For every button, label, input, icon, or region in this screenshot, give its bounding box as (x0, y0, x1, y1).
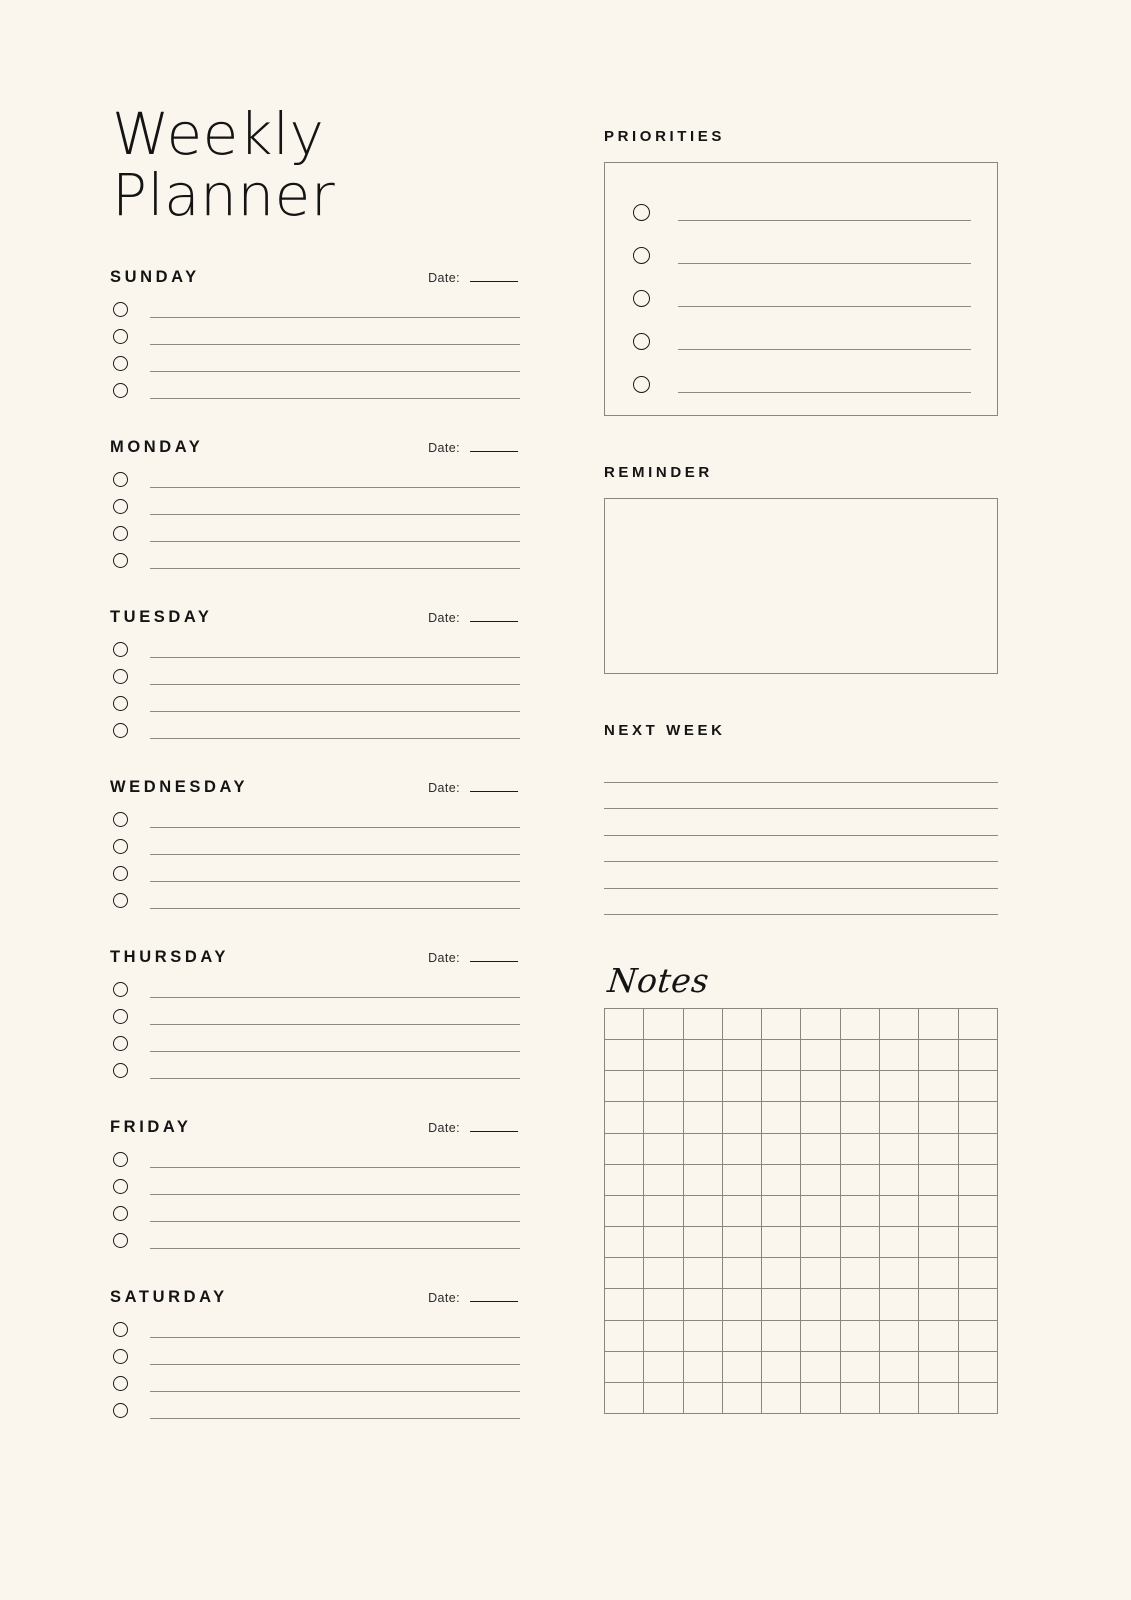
notes-grid-cell[interactable] (684, 1196, 723, 1227)
notes-grid-cell[interactable] (801, 1071, 840, 1102)
checkbox-circle-icon[interactable] (113, 1403, 128, 1418)
notes-grid-cell[interactable] (762, 1196, 801, 1227)
task-row[interactable] (110, 1173, 520, 1200)
reminder-section (604, 464, 998, 674)
date-write-line[interactable] (470, 280, 518, 282)
notes-grid-cell[interactable] (841, 1289, 880, 1320)
task-row[interactable] (110, 1370, 520, 1397)
notes-grid-cell[interactable] (723, 1289, 762, 1320)
day-header (110, 1288, 518, 1307)
task-row[interactable] (110, 547, 520, 574)
notes-grid-cell[interactable] (959, 1040, 998, 1071)
date-field-tuesday[interactable] (428, 611, 518, 625)
day-name-friday: FRIDAY (110, 1117, 192, 1136)
notes-grid-cell[interactable] (919, 1009, 958, 1040)
notes-grid-cell[interactable] (880, 1134, 919, 1165)
task-row[interactable] (110, 690, 520, 717)
task-write-line[interactable] (150, 551, 520, 569)
task-write-line[interactable] (150, 721, 520, 739)
task-row[interactable] (110, 1200, 520, 1227)
next-week-write-line[interactable] (604, 862, 998, 889)
notes-grid-cell[interactable] (684, 1134, 723, 1165)
task-row[interactable] (110, 887, 520, 914)
day-name-tuesday: TUESDAY (110, 607, 213, 626)
notes-grid[interactable] (604, 1008, 998, 1414)
notes-grid-cell[interactable] (723, 1009, 762, 1040)
task-row[interactable] (110, 833, 520, 860)
notes-grid-cell[interactable] (644, 1165, 683, 1196)
notes-grid-cell[interactable] (644, 1321, 683, 1352)
date-label: Date: (428, 270, 460, 285)
priority-write-line[interactable] (678, 333, 971, 350)
notes-grid-cell[interactable] (605, 1321, 644, 1352)
notes-grid-cell[interactable] (959, 1071, 998, 1102)
notes-grid-cell[interactable] (723, 1258, 762, 1289)
day-block-monday (110, 438, 520, 574)
priorities-section (604, 128, 998, 416)
task-write-line[interactable] (150, 1150, 520, 1168)
notes-grid-cell[interactable] (919, 1352, 958, 1383)
date-label: Date: (428, 1290, 460, 1305)
priorities-title: PRIORITIES (604, 128, 726, 145)
day-header (110, 268, 518, 287)
task-write-line[interactable] (150, 1177, 520, 1195)
date-field-wednesday[interactable] (428, 781, 518, 795)
task-write-line[interactable] (150, 694, 520, 712)
notes-grid-cell[interactable] (919, 1071, 958, 1102)
notes-section (604, 961, 998, 1414)
task-write-line[interactable] (150, 1204, 520, 1222)
notes-grid-cell[interactable] (959, 1258, 998, 1289)
notes-grid-cell[interactable] (880, 1258, 919, 1289)
notes-grid-cell[interactable] (723, 1227, 762, 1258)
notes-grid-cell[interactable] (841, 1165, 880, 1196)
checkbox-circle-icon[interactable] (633, 247, 650, 264)
task-write-line[interactable] (150, 1231, 520, 1249)
notes-grid-cell[interactable] (959, 1227, 998, 1258)
checkbox-circle-icon[interactable] (113, 553, 128, 568)
notes-grid-cell[interactable] (880, 1102, 919, 1133)
task-row[interactable] (110, 323, 520, 350)
notes-grid-cell[interactable] (919, 1165, 958, 1196)
checkbox-circle-icon[interactable] (113, 356, 128, 371)
task-write-line[interactable] (150, 1347, 520, 1365)
next-week-write-line[interactable] (604, 889, 998, 916)
notes-grid-cell[interactable] (723, 1165, 762, 1196)
checkbox-circle-icon[interactable] (113, 329, 128, 344)
notes-grid-cell[interactable] (919, 1321, 958, 1352)
notes-grid-cell[interactable] (762, 1321, 801, 1352)
checkbox-circle-icon[interactable] (113, 723, 128, 738)
checkbox-circle-icon[interactable] (633, 204, 650, 221)
notes-grid-cell[interactable] (959, 1289, 998, 1320)
task-write-line[interactable] (150, 837, 520, 855)
notes-grid-cell[interactable] (644, 1289, 683, 1320)
notes-grid-cell[interactable] (605, 1196, 644, 1227)
notes-grid-cell[interactable] (762, 1352, 801, 1383)
notes-grid-cell[interactable] (684, 1165, 723, 1196)
task-write-line[interactable] (150, 810, 520, 828)
checkbox-circle-icon[interactable] (113, 893, 128, 908)
notes-grid-cell[interactable] (684, 1009, 723, 1040)
date-field-saturday[interactable] (428, 1291, 518, 1305)
day-header (110, 438, 518, 457)
notes-grid-cell[interactable] (762, 1289, 801, 1320)
notes-grid-cell[interactable] (841, 1071, 880, 1102)
notes-grid-cell[interactable] (605, 1134, 644, 1165)
notes-grid-cell[interactable] (959, 1352, 998, 1383)
task-write-line[interactable] (150, 381, 520, 399)
task-row[interactable] (110, 520, 520, 547)
checkbox-circle-icon[interactable] (113, 1179, 128, 1194)
notes-grid-cell[interactable] (919, 1040, 958, 1071)
notes-grid-cell[interactable] (684, 1071, 723, 1102)
date-write-line[interactable] (470, 790, 518, 792)
task-row[interactable] (110, 1030, 520, 1057)
sidebar-column (604, 128, 998, 1414)
notes-grid-cell[interactable] (644, 1258, 683, 1289)
priority-row[interactable] (633, 320, 971, 363)
notes-grid-cell[interactable] (841, 1321, 880, 1352)
reminder-title: REMINDER (604, 464, 713, 481)
day-header (110, 948, 518, 967)
notes-grid-cell[interactable] (605, 1102, 644, 1133)
task-row[interactable] (110, 296, 520, 323)
task-row[interactable] (110, 493, 520, 520)
task-row[interactable] (110, 636, 520, 663)
date-write-line[interactable] (470, 1300, 518, 1302)
checkbox-circle-icon[interactable] (113, 812, 128, 827)
notes-grid-cell[interactable] (880, 1196, 919, 1227)
task-write-line[interactable] (150, 354, 520, 372)
notes-grid-cell[interactable] (801, 1321, 840, 1352)
reminder-box[interactable] (604, 498, 998, 674)
notes-grid-cell[interactable] (644, 1040, 683, 1071)
task-write-line[interactable] (150, 1320, 520, 1338)
notes-grid-cell[interactable] (644, 1227, 683, 1258)
day-header (110, 608, 518, 627)
day-name-sunday: SUNDAY (110, 267, 200, 286)
notes-grid-cell[interactable] (762, 1134, 801, 1165)
priorities-box (604, 162, 998, 416)
day-name-thursday: THURSDAY (110, 947, 229, 966)
notes-grid-cell[interactable] (801, 1102, 840, 1133)
day-block-wednesday (110, 778, 520, 914)
notes-grid-cell[interactable] (723, 1383, 762, 1414)
notes-grid-cell[interactable] (723, 1321, 762, 1352)
notes-grid-cell[interactable] (684, 1321, 723, 1352)
task-row[interactable] (110, 1227, 520, 1254)
notes-grid-cell[interactable] (959, 1321, 998, 1352)
priority-row[interactable] (633, 191, 971, 234)
notes-grid-cell[interactable] (801, 1196, 840, 1227)
checkbox-circle-icon[interactable] (113, 1349, 128, 1364)
notes-grid-cell[interactable] (762, 1102, 801, 1133)
notes-grid-cell[interactable] (762, 1165, 801, 1196)
notes-grid-cell[interactable] (684, 1383, 723, 1414)
checkbox-circle-icon[interactable] (113, 982, 128, 997)
date-label: Date: (428, 1120, 460, 1135)
day-block-thursday (110, 948, 520, 1084)
notes-grid-cell[interactable] (880, 1071, 919, 1102)
page-title: Weekly Planner (112, 100, 336, 229)
notes-grid-cell[interactable] (723, 1102, 762, 1133)
notes-grid-cell[interactable] (919, 1289, 958, 1320)
next-week-section (604, 722, 998, 915)
checkbox-circle-icon[interactable] (113, 1322, 128, 1337)
checkbox-circle-icon[interactable] (113, 1009, 128, 1024)
notes-grid-cell[interactable] (605, 1009, 644, 1040)
priority-write-line[interactable] (678, 290, 971, 307)
notes-grid-cell[interactable] (841, 1258, 880, 1289)
date-label: Date: (428, 780, 460, 795)
notes-grid-cell[interactable] (605, 1071, 644, 1102)
day-block-sunday (110, 268, 520, 404)
task-write-line[interactable] (150, 327, 520, 345)
notes-grid-cell[interactable] (644, 1383, 683, 1414)
task-row[interactable] (110, 663, 520, 690)
notes-grid-cell[interactable] (801, 1227, 840, 1258)
notes-grid-cell[interactable] (723, 1352, 762, 1383)
notes-grid-cell[interactable] (605, 1289, 644, 1320)
task-row[interactable] (110, 1343, 520, 1370)
date-write-line[interactable] (470, 450, 518, 452)
checkbox-circle-icon[interactable] (113, 526, 128, 541)
next-week-lines (604, 756, 998, 915)
checkbox-circle-icon[interactable] (113, 669, 128, 684)
task-row[interactable] (110, 1146, 520, 1173)
task-write-line[interactable] (150, 300, 520, 318)
notes-grid-cell[interactable] (644, 1071, 683, 1102)
notes-grid-cell[interactable] (605, 1165, 644, 1196)
task-row[interactable] (110, 1397, 520, 1424)
task-row[interactable] (110, 1316, 520, 1343)
task-write-line[interactable] (150, 1007, 520, 1025)
notes-grid-cell[interactable] (644, 1134, 683, 1165)
notes-grid-cell[interactable] (880, 1009, 919, 1040)
notes-grid-cell[interactable] (841, 1383, 880, 1414)
task-write-line[interactable] (150, 667, 520, 685)
checkbox-circle-icon[interactable] (113, 696, 128, 711)
notes-grid-cell[interactable] (684, 1352, 723, 1383)
next-week-write-line[interactable] (604, 836, 998, 863)
notes-grid-cell[interactable] (605, 1040, 644, 1071)
notes-grid-cell[interactable] (684, 1040, 723, 1071)
checkbox-circle-icon[interactable] (113, 1036, 128, 1051)
notes-grid-cell[interactable] (723, 1134, 762, 1165)
task-row[interactable] (110, 860, 520, 887)
notes-grid-cell[interactable] (684, 1227, 723, 1258)
notes-grid-cell[interactable] (605, 1227, 644, 1258)
checkbox-circle-icon[interactable] (113, 1376, 128, 1391)
notes-grid-cell[interactable] (644, 1196, 683, 1227)
date-write-line[interactable] (470, 1130, 518, 1132)
task-write-line[interactable] (150, 864, 520, 882)
checkbox-circle-icon[interactable] (633, 333, 650, 350)
checkbox-circle-icon[interactable] (113, 383, 128, 398)
notes-grid-cell[interactable] (801, 1352, 840, 1383)
notes-grid-cell[interactable] (723, 1040, 762, 1071)
next-week-title: NEXT WEEK (604, 722, 726, 739)
notes-grid-cell[interactable] (605, 1383, 644, 1414)
date-field-friday[interactable] (428, 1121, 518, 1135)
notes-grid-cell[interactable] (919, 1134, 958, 1165)
checkbox-circle-icon[interactable] (113, 839, 128, 854)
task-row[interactable] (110, 1057, 520, 1084)
task-write-line[interactable] (150, 1061, 520, 1079)
task-write-line[interactable] (150, 470, 520, 488)
date-field-thursday[interactable] (428, 951, 518, 965)
task-row[interactable] (110, 377, 520, 404)
checkbox-circle-icon[interactable] (113, 499, 128, 514)
notes-grid-cell[interactable] (880, 1321, 919, 1352)
date-label: Date: (428, 440, 460, 455)
checkbox-circle-icon[interactable] (633, 290, 650, 307)
checkbox-circle-icon[interactable] (113, 1206, 128, 1221)
notes-grid-cell[interactable] (684, 1102, 723, 1133)
next-week-write-line[interactable] (604, 756, 998, 783)
notes-grid-cell[interactable] (762, 1071, 801, 1102)
notes-grid-cell[interactable] (880, 1227, 919, 1258)
checkbox-circle-icon[interactable] (113, 302, 128, 317)
notes-grid-cell[interactable] (959, 1383, 998, 1414)
notes-grid-cell[interactable] (801, 1134, 840, 1165)
day-name-saturday: SATURDAY (110, 1287, 228, 1306)
date-field-sunday[interactable] (428, 271, 518, 285)
date-label: Date: (428, 950, 460, 965)
task-write-line[interactable] (150, 891, 520, 909)
notes-grid-cell[interactable] (880, 1165, 919, 1196)
checkbox-circle-icon[interactable] (113, 642, 128, 657)
task-write-line[interactable] (150, 1401, 520, 1419)
priority-row[interactable] (633, 363, 971, 406)
day-name-monday: MONDAY (110, 437, 204, 456)
checkbox-circle-icon[interactable] (113, 1233, 128, 1248)
day-header (110, 778, 518, 797)
priority-write-line[interactable] (678, 247, 971, 264)
notes-grid-cell[interactable] (762, 1040, 801, 1071)
notes-grid-cell[interactable] (762, 1258, 801, 1289)
task-write-line[interactable] (150, 980, 520, 998)
priority-write-line[interactable] (678, 376, 971, 393)
day-header (110, 1118, 518, 1137)
task-write-line[interactable] (150, 1374, 520, 1392)
task-write-line[interactable] (150, 524, 520, 542)
notes-grid-cell[interactable] (644, 1009, 683, 1040)
notes-grid-cell[interactable] (605, 1352, 644, 1383)
priority-row[interactable] (633, 234, 971, 277)
notes-grid-cell[interactable] (959, 1009, 998, 1040)
days-column (110, 100, 520, 1458)
notes-grid-cell[interactable] (684, 1258, 723, 1289)
notes-grid-cell[interactable] (723, 1196, 762, 1227)
notes-grid-cell[interactable] (605, 1258, 644, 1289)
notes-grid-cell[interactable] (919, 1258, 958, 1289)
notes-grid-cell[interactable] (801, 1040, 840, 1071)
notes-grid-cell[interactable] (880, 1383, 919, 1414)
notes-grid-cell[interactable] (919, 1383, 958, 1414)
notes-grid-cell[interactable] (841, 1227, 880, 1258)
notes-grid-cell[interactable] (762, 1227, 801, 1258)
day-block-tuesday (110, 608, 520, 744)
date-write-line[interactable] (470, 620, 518, 622)
notes-grid-cell[interactable] (801, 1383, 840, 1414)
day-block-friday (110, 1118, 520, 1254)
date-field-monday[interactable] (428, 441, 518, 455)
task-row[interactable] (110, 806, 520, 833)
notes-grid-cell[interactable] (841, 1102, 880, 1133)
date-write-line[interactable] (470, 960, 518, 962)
notes-title: Notes (605, 961, 712, 1000)
notes-grid-cell[interactable] (801, 1258, 840, 1289)
notes-grid-cell[interactable] (959, 1134, 998, 1165)
task-write-line[interactable] (150, 640, 520, 658)
notes-grid-cell[interactable] (841, 1134, 880, 1165)
notes-grid-cell[interactable] (841, 1040, 880, 1071)
checkbox-circle-icon[interactable] (113, 1152, 128, 1167)
day-name-wednesday: WEDNESDAY (110, 777, 249, 796)
notes-grid-cell[interactable] (644, 1352, 683, 1383)
checkbox-circle-icon[interactable] (113, 472, 128, 487)
task-write-line[interactable] (150, 1034, 520, 1052)
notes-grid-cell[interactable] (801, 1009, 840, 1040)
task-write-line[interactable] (150, 497, 520, 515)
notes-grid-cell[interactable] (762, 1383, 801, 1414)
notes-grid-cell[interactable] (880, 1040, 919, 1071)
checkbox-circle-icon[interactable] (633, 376, 650, 393)
day-block-saturday (110, 1288, 520, 1424)
notes-grid-cell[interactable] (919, 1102, 958, 1133)
notes-grid-cell[interactable] (684, 1289, 723, 1320)
date-label: Date: (428, 610, 460, 625)
notes-grid-cell[interactable] (919, 1227, 958, 1258)
notes-grid-cell[interactable] (959, 1102, 998, 1133)
checkbox-circle-icon[interactable] (113, 866, 128, 881)
next-week-write-line[interactable] (604, 809, 998, 836)
next-week-write-line[interactable] (604, 783, 998, 810)
notes-grid-cell[interactable] (959, 1196, 998, 1227)
notes-grid-cell[interactable] (801, 1165, 840, 1196)
task-row[interactable] (110, 976, 520, 1003)
task-row[interactable] (110, 1003, 520, 1030)
notes-grid-cell[interactable] (801, 1289, 840, 1320)
notes-grid-cell[interactable] (880, 1352, 919, 1383)
notes-grid-cell[interactable] (919, 1196, 958, 1227)
task-row[interactable] (110, 466, 520, 493)
checkbox-circle-icon[interactable] (113, 1063, 128, 1078)
notes-grid-cell[interactable] (880, 1289, 919, 1320)
notes-grid-cell[interactable] (762, 1009, 801, 1040)
notes-grid-cell[interactable] (959, 1165, 998, 1196)
notes-grid-cell[interactable] (841, 1009, 880, 1040)
notes-grid-cell[interactable] (644, 1102, 683, 1133)
task-row[interactable] (110, 717, 520, 744)
priority-row[interactable] (633, 277, 971, 320)
notes-grid-cell[interactable] (841, 1196, 880, 1227)
notes-grid-cell[interactable] (841, 1352, 880, 1383)
task-row[interactable] (110, 350, 520, 377)
notes-grid-cell[interactable] (723, 1071, 762, 1102)
priority-write-line[interactable] (678, 204, 971, 221)
